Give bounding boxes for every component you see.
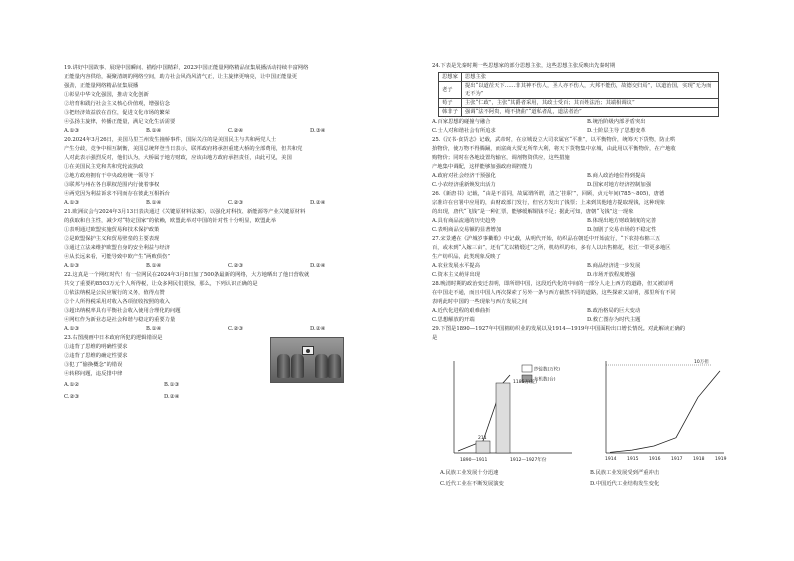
statement: ④转移问题，违反排中律 — [64, 371, 123, 377]
option-c[interactable]: C.②③ — [228, 200, 244, 206]
flag-icon — [302, 346, 314, 355]
answer-options — [432, 118, 742, 136]
table-cell: 提出“以道莅天下……非其神不伤人，圣人亦不伤人，大邦不能伤，故德交归焉”，以道治国，实现“无为而无不为” — [461, 82, 718, 99]
question-26 — [432, 190, 742, 235]
question-29-options — [440, 468, 740, 490]
option-b[interactable]: B.商人政治地位得到提高 — [587, 173, 646, 179]
table-header — [439, 73, 719, 82]
statement: ③犯了“偷换概念”的错误 — [64, 362, 123, 368]
option-a[interactable]: A.农业发展水平提高 — [432, 263, 480, 269]
thinkers-table — [438, 72, 719, 117]
statement: ④两党因为利益诉求不同而存在彼此互相拆台 — [64, 191, 170, 197]
option-b[interactable]: B.①④ — [146, 326, 162, 332]
cartoon-image — [270, 337, 344, 383]
question-text: 宗准许在官署中应用的，由财政部门发行，但官方发出了钱票；上来到其他地方提取现钱，这种现象 — [432, 200, 666, 206]
option-d[interactable]: D.中国近代工业结构发生变化 — [590, 481, 660, 487]
answer-options — [432, 262, 742, 280]
option-d[interactable]: D.加剧了交易市场的不稳定性 — [587, 227, 657, 233]
tank-shape — [277, 354, 290, 378]
statement: ①彰显中华文化强国，推动文化创新 — [64, 92, 149, 98]
statement: ①在美国民主党和共和党轮流执政 — [64, 164, 144, 170]
statement: ③超出纳税率具有平衡社会收入使用合理化的问题 — [64, 308, 181, 314]
option-d[interactable]: D.救亡图存为时代主题 — [587, 317, 641, 323]
question-27 — [432, 235, 742, 280]
statement: ①表明通过欧盟实施贸易和技术保护政策 — [64, 227, 160, 233]
question-text: 购物价；同时在各地设置均输官，调剂物资供应，这些措施 — [432, 155, 570, 161]
bar-1890-1911 — [476, 441, 490, 453]
option-c[interactable]: C.士人对和谐社会有所追求 — [432, 128, 496, 134]
question-text: 19.讲好中国故事、展现中国瞬间、描绘中国精彩，2023中国正能量网络精品征集展播活动持续丰富网络 — [64, 65, 309, 71]
option-b[interactable]: B.统治阶级内部矛盾突出 — [587, 119, 646, 125]
tank-shape — [291, 354, 304, 378]
question-text: 产地集中调配，这样能够加强政府调控能力 — [432, 164, 533, 170]
data-label: 211 — [478, 436, 487, 441]
tick-label: 1914 — [605, 457, 617, 462]
option-a[interactable]: A.具有商品流通的历史趋势 — [432, 218, 496, 224]
option-a[interactable]: A.①③ — [64, 263, 80, 269]
question-29 — [432, 325, 742, 343]
tick-label: 1917 — [671, 457, 683, 462]
question-text: 的获取和自主性，减少对“特定国家”的依赖，欧盟此举对中国的针对性十分明显，欧盟此举 — [64, 218, 276, 224]
question-22 — [64, 271, 392, 334]
question-text: 23.右图漫画中日本政府所犯的逻辑错误是 — [64, 335, 163, 341]
table-cell: 主张“仁政”，主张“其爵者采用，其政士受百；其百姓法治；其端相调议” — [461, 99, 718, 108]
question-text: 生产纺织品，此类现象反映了 — [432, 254, 501, 260]
statement: ④弘扬主旋律，传播正能量，满足文化生活需要 — [64, 119, 176, 125]
option-a[interactable]: A.①③ — [64, 200, 80, 206]
option-d[interactable]: D.②④ — [164, 394, 180, 400]
statement: ①依法纳税是公民应履行的义务，值得点赞 — [64, 290, 165, 296]
option-d[interactable]: D.国家对地方经济控制加强 — [587, 182, 652, 188]
option-c[interactable]: C.小农经济重新焕发出活力 — [432, 182, 496, 188]
tick-label: 1916 — [649, 457, 661, 462]
answer-options — [64, 379, 264, 403]
question-text: 百，或未到“入嫁三亩”，还有“尤以精缎过”之所，机纺织的布，多有人以出售棉花，松江一带更多地区 — [432, 245, 671, 251]
option-d[interactable]: D.②④ — [310, 200, 326, 206]
question-24 — [432, 62, 742, 136]
statement: ②地方政府拥有干中央政府统一领导下 — [64, 173, 155, 179]
legend-swatch-1 — [522, 365, 532, 372]
option-c[interactable]: C.②③ — [228, 263, 244, 269]
option-b[interactable]: B.体现出地方财政制度的完善 — [587, 218, 657, 224]
option-b[interactable]: B.①③ — [164, 382, 180, 388]
table-row — [439, 108, 719, 117]
cotton-industry-chart — [440, 353, 575, 465]
question-text: 强劲，正能量网络精品征集展播 — [64, 83, 139, 89]
question-text: 21.欧洲议会与2024年3月13日表决通过《关键原材料法案》，以强化对科技、新能源等产业关键原材料 — [64, 209, 306, 215]
question-text: 26.《新唐书》记载，“由是不雷同，故属谓所谓，清之‘挂职’”，回顾，贞元年间(785～805)，唐德 — [432, 191, 665, 197]
question-text: 是 — [432, 335, 438, 341]
question-text: 22.这真是一个网红时代！有一位网民在2024年3月8日加了500条最新的网络，大方地晒出了他日营收就 — [64, 272, 310, 278]
series-line — [610, 371, 720, 453]
statement: ①违背了思维的明确性要求 — [64, 344, 128, 350]
answer-options — [64, 325, 392, 334]
option-d[interactable]: D.②④ — [310, 263, 326, 269]
tick-label: 1890—1911 — [460, 458, 488, 463]
option-b[interactable]: B.①④ — [146, 200, 162, 206]
statement: ③把经济效益放在首位，促进文化市场的繁荣 — [64, 110, 170, 116]
option-a[interactable]: A.①② — [64, 382, 80, 388]
legend-label: 纱锭数(万枚) — [534, 367, 561, 373]
table-header-cell: 思想家 — [439, 73, 462, 82]
right-column — [432, 62, 742, 343]
answer-options — [64, 262, 392, 271]
question-text: 共交了重要约8503万元个人所得税，让众多网民们震惊，那么，下列认识正确的是 — [64, 281, 258, 287]
option-b[interactable]: B.①④ — [146, 263, 162, 269]
tick-label: 1919 — [715, 457, 727, 462]
question-23 — [64, 334, 264, 403]
table-cell: 韩非子 — [439, 108, 462, 117]
question-21 — [64, 208, 392, 271]
option-a[interactable]: A.百家思想的碰撞与融合 — [432, 119, 491, 125]
question-text: 29.下图是1890—1927年中国棉纺织业的发展以及1914—1919年中国面粉出口增长情况。对此解读正确的 — [432, 326, 686, 332]
statement: ②培育和践行社会主义核心价值观，增强信念 — [64, 101, 170, 107]
question-19 — [64, 64, 392, 136]
bar-1912-1927 — [496, 383, 510, 453]
table-row — [439, 82, 719, 99]
option-d[interactable]: D.③④ — [310, 128, 326, 134]
question-text: 20.2024年3月26日，美国马里兰州发生撞桥事件，国际关注的是美国民主与共和两党人士 — [64, 137, 277, 143]
option-a[interactable]: A.①③ — [64, 128, 80, 134]
answer-options — [432, 172, 742, 190]
option-c[interactable]: C.②③ — [64, 394, 80, 400]
question-text: 人对此表示强烈反对，他们认为，大桥属于地方财政，应该由地方政府承担责任，由此可见，美国 — [64, 155, 292, 161]
tick-label: 1918 — [693, 457, 705, 462]
option-c[interactable]: C.②③ — [228, 326, 244, 332]
question-25 — [432, 136, 742, 190]
option-c[interactable]: C.表明商品交易额的显著增加 — [432, 227, 502, 233]
question-text: 抬物价，使万物不得腾踊，而富商大贾无所牟大利，将天下货物集中京城，由此用以平衡物价，在产地收 — [432, 146, 676, 152]
question-text: 在中国走不通，而且中国人再次探索了另外一条与西方截然不同的道路，这些探索又证明，那里所有不同 — [432, 290, 676, 296]
x-tick-labels — [605, 456, 727, 462]
option-b[interactable]: B.民族工业发展受到严重冲击 — [590, 470, 660, 476]
answer-options — [432, 217, 742, 235]
statement: ②个人所得税采用对收入各项征收按照的收入 — [64, 299, 170, 305]
option-b[interactable]: B.政治格局的巨大变动 — [587, 308, 641, 314]
y-axis-label: 10万担 — [694, 360, 709, 365]
question-text: 27.宋景遴在《沪城岁事衢歌》中记载，从明代开始，纺织品在朝廷中开始流行，“下农持布棉三五 — [432, 236, 661, 242]
option-a[interactable]: A.民族工业发展十分迅速 — [440, 470, 499, 476]
option-a[interactable]: A.①③ — [64, 326, 80, 332]
option-d[interactable]: D.士阶层主导了思想变革 — [587, 128, 646, 134]
statement: ②违背了思维的确定性要求 — [64, 353, 128, 359]
question-text: 正能量内容供给，凝聚清朗的网络空间，助力社会风尚风清气正，让主旋律更响亮，让中国正能量更 — [64, 74, 298, 80]
tank-shape — [315, 354, 328, 378]
statement: ②是欧盟保护主义和贸易壁垒的主要表现 — [64, 236, 160, 242]
legend-label: 布机数(台) — [534, 377, 556, 383]
option-d[interactable]: D.②④ — [310, 326, 326, 332]
option-c[interactable]: C.②④ — [228, 128, 244, 134]
question-text: 产生分歧，竞争中相互制衡，美国总统拜登当日表示，联邦政府将承担重建大桥的全部费用，但共和党 — [64, 146, 303, 152]
question-28 — [432, 280, 742, 325]
option-d[interactable]: D.市场开放程度增强 — [587, 272, 636, 278]
question-text: 28.晚清时期的政治变迁表明，即所谓中国，这段近代化的中间的一部分人走上西方的道路，但又被证明 — [432, 281, 674, 287]
option-b[interactable]: B.①④ — [146, 128, 162, 134]
flour-export-chart — [594, 353, 729, 465]
statement: ④从长远来看，可能导致中欧产生“两败俱伤” — [64, 254, 171, 260]
question-text: 的出现，唐代“飞钱”是一种汇票，能够缓解铜钱不足；据此可知，唐朝“飞钱”这一现象 — [432, 209, 634, 215]
statement: ④网红作为新业态是社会和谐与稳定的重要力量 — [64, 317, 176, 323]
statement: ③通过立法来维护欧盟自身的安全利益与经济 — [64, 245, 170, 251]
answer-options — [432, 307, 742, 325]
answer-options — [64, 199, 392, 208]
question-text: 表明此时中国的一些现象与西方发展之间 — [432, 299, 528, 305]
option-b[interactable]: B.商品经济进一步发展 — [587, 263, 641, 269]
option-c[interactable]: C.近代工业在不断发展演变 — [440, 481, 504, 487]
table-cell: 老子 — [439, 82, 462, 99]
table-header-cell: 思想主张 — [461, 73, 718, 82]
option-c[interactable]: C.思想解放的开端 — [432, 317, 475, 323]
statement: ③联邦与州在各自职权范围内行使着事权 — [64, 182, 160, 188]
table-cell: 强调“法不阿贵，绳不挠曲”“道私者乱，道法者治” — [461, 108, 718, 117]
option-a[interactable]: A.近代化进程的艰难曲折 — [432, 308, 491, 314]
table-cell: 荀子 — [439, 99, 462, 108]
question-text: 24.下表是先秦时期一些思想家的部分思想主张，这些思想主张反映出先秦时期 — [432, 63, 616, 69]
option-a[interactable]: A.政府对社会经济干预强化 — [432, 173, 496, 179]
option-c[interactable]: C.资本主义萌芽出现 — [432, 272, 480, 278]
tank-shape — [328, 354, 341, 378]
question-20 — [64, 136, 392, 208]
tick-label: 1912—1927年份 — [510, 458, 547, 463]
table-row — [439, 99, 719, 108]
tick-label: 1915 — [627, 457, 639, 462]
answer-options — [64, 127, 392, 136]
answer-options — [440, 468, 740, 490]
data-label: 1185万(锭) — [513, 380, 537, 385]
question-text: 25.《汉书·食货志》记载，武帝时，在京城设立大司农属官“平准”，以平衡物价，统筹天下货物，防止哄 — [432, 137, 676, 143]
